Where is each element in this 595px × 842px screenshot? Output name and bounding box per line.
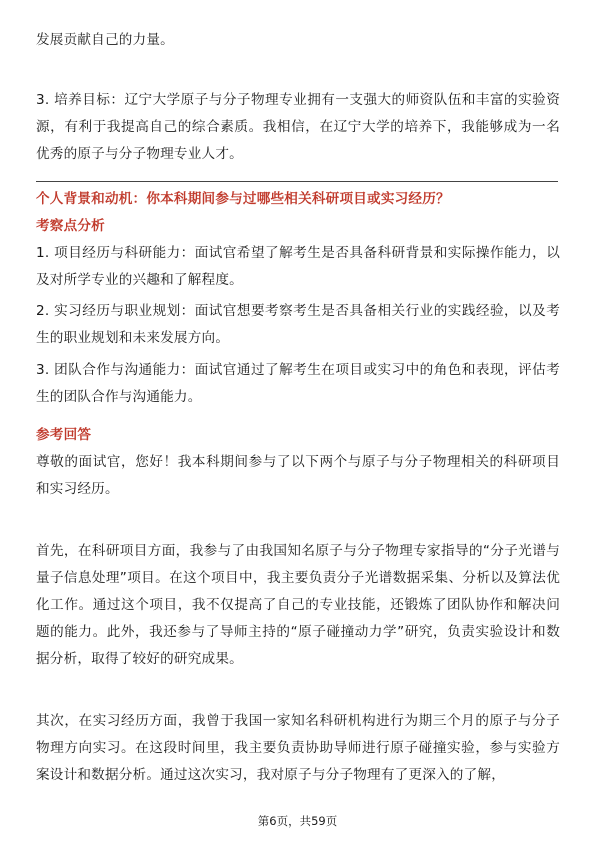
- analysis-point-3: 3. 团队合作与沟通能力：面试官通过了解考生在项目或实习中的角色和表现，评估考生的团队合作与沟通能力。: [36, 362, 560, 405]
- page-number: 第6页，共59页: [257, 814, 338, 828]
- answer-heading: 参考回答: [36, 427, 92, 443]
- analysis-heading: 考察点分析: [36, 218, 105, 234]
- answer-paragraph-3: 其次，在实习经历方面，我曾于我国一家知名科研机构进行为期三个月的原子与分子物理方向实习。在这段时间里，我主要负责协助导师进行原子碰撞实验，参与实验方案设计和数据分析。通过这次实习，我对原子与分子物理有了更深入的了解，: [36, 713, 560, 783]
- analysis-point-1: 1. 项目经历与科研能力：面试官希望了解考生是否具备科研背景和实际操作能力，以及对所学专业的兴趣和了解程度。: [36, 245, 560, 288]
- section-divider: [36, 181, 558, 182]
- intro-line-end: 发展贡献自己的力量。: [36, 32, 174, 48]
- answer-paragraph-2: 首先，在科研项目方面，我参与了由我国知名原子与分子物理专家指导的“分子光谱与量子信息处理”项目。在这个项目中，我主要负责分子光谱数据采集、分析以及算法优化工作。通过这个项目，我不仅提高了自己的专业技能，还锻炼了团队协作和解决问题的能力。此外，我还参与了导师主持的“原子碰撞动力学”研究，负责实验设计和数据分析，取得了较好的研究成果。: [36, 543, 560, 667]
- question-title: 个人背景和动机：你本科期间参与过哪些相关科研项目或实习经历？: [36, 191, 450, 207]
- training-goal-paragraph: 3. 培养目标：辽宁大学原子与分子物理专业拥有一支强大的师资队伍和丰富的实验资源，有利于我提高自己的综合素质。我相信，在辽宁大学的培养下，我能够成为一名优秀的原子与分子物理专业人才。: [36, 92, 560, 162]
- answer-paragraph-1: 尊敬的面试官，您好！我本科期间参与了以下两个与原子与分子物理相关的科研项目和实习经历。: [36, 454, 560, 497]
- analysis-point-2: 2. 实习经历与职业规划：面试官想要考察考生是否具备相关行业的实践经验，以及考生的职业规划和未来发展方向。: [36, 303, 560, 346]
